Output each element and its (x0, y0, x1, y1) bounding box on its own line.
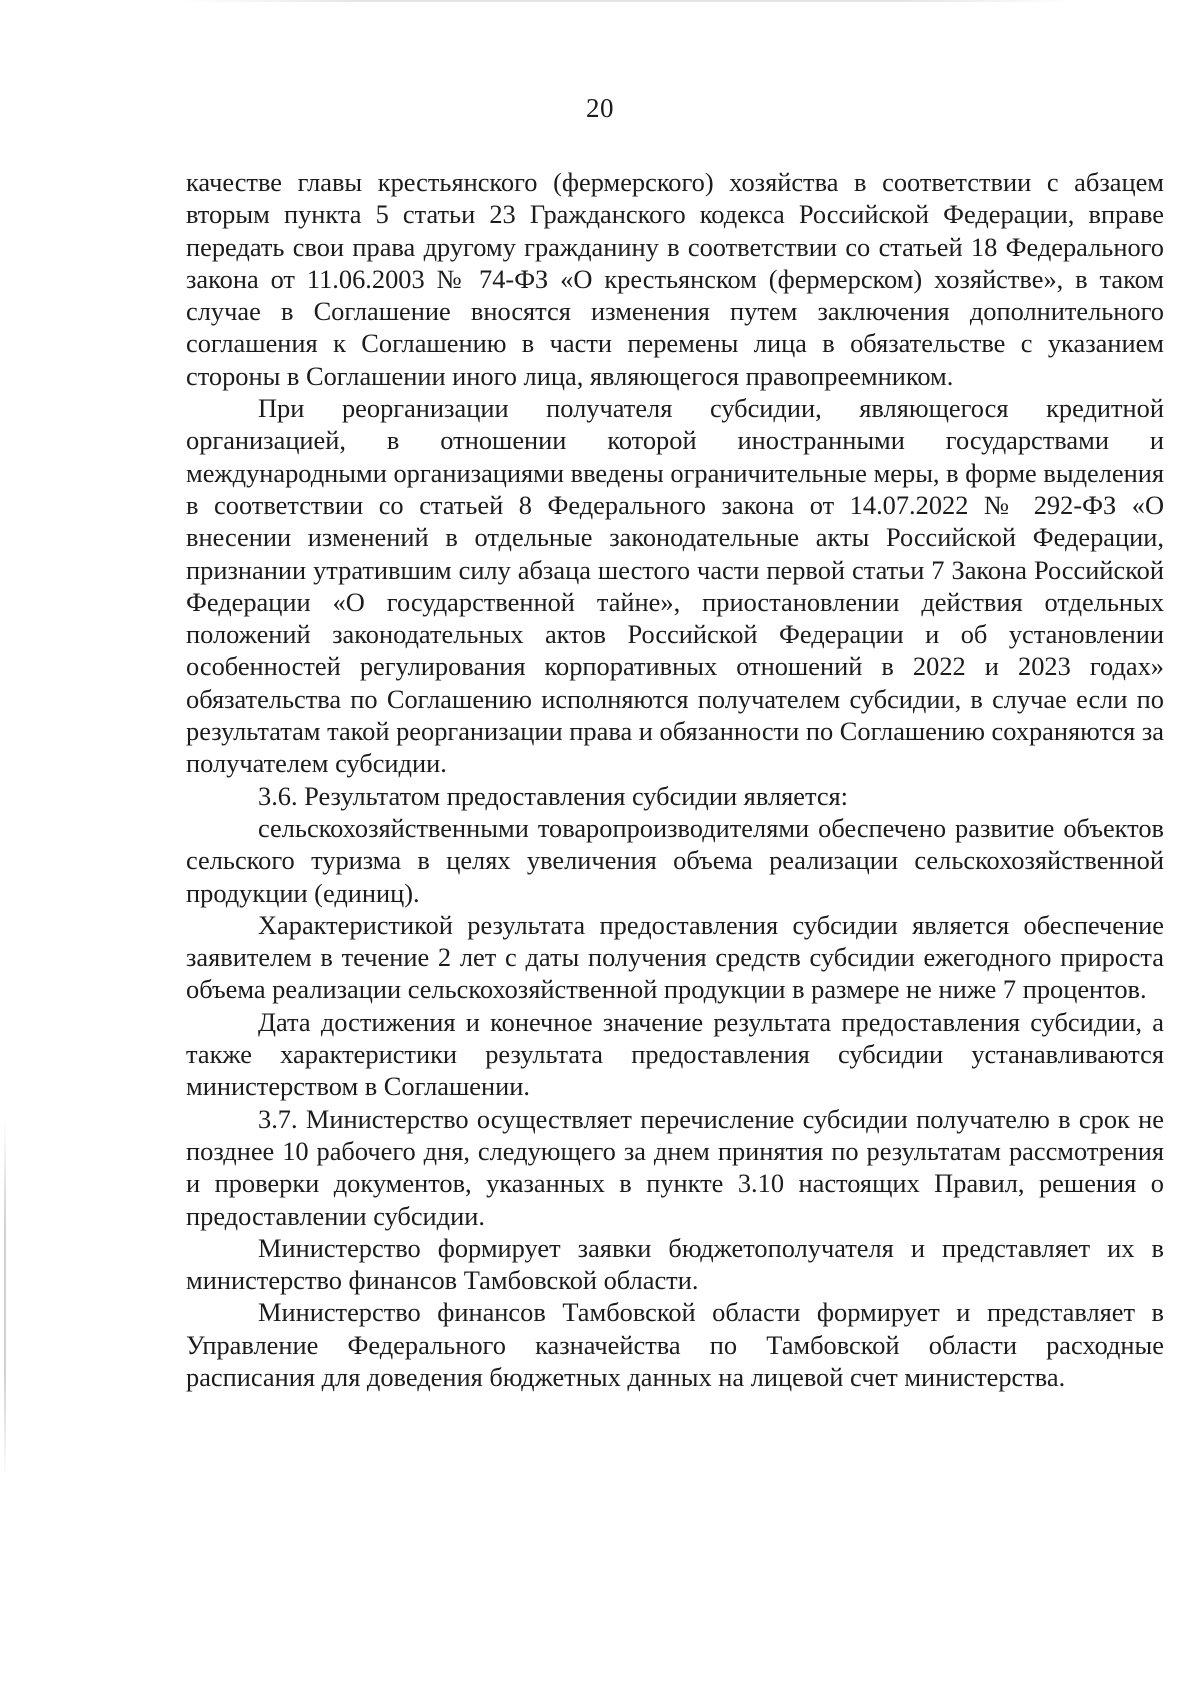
document-body (186, 166, 1164, 1393)
scan-edge-left (4, 1120, 6, 1480)
page-number: 20 (586, 93, 614, 123)
scan-edge-top (180, 0, 1080, 2)
paragraph-finance-ministry: Министерство финансов Тамбовской области формирует и представляет в Управление Федерального казначейства по Тамбовской области расходные расписания для доведения бюджетных данных на лицевой счет министерства. (186, 1297, 1164, 1392)
paragraph-reorganization: При реорганизации получателя субсидии, являющегося кредитной организацией, в отношении которой иностранными государствами и международными организациями введены ограничительные меры, в форме выделения в соответствии со статьей 8 Федерального закона от 14.07.2022 № 292-ФЗ «О внесении изменений в отдельные законодательные акты Российской Федерации, признании утратившим силу абзаца шестого части первой статьи 7 Закона Российской Федерации «О государственной тайне», приостановлении действия отдельных положений законодательных актов Российской Федерации и об установлении особенностей регулирования корпоративных отношений в 2022 и 2023 годах» обязательства по Соглашению исполняются получателем субсидии, в случае если по результатам такой реорганизации права и обязанности по Соглашению сохраняются за получателем субсидии. (186, 393, 1164, 779)
paragraph-continuation: качестве главы крестьянского (фермерского) хозяйства в соответствии с абзацем вторым пункта 5 статьи 23 Гражданского кодекса Российской Федерации, вправе передать свои права другому гражданину в соответствии со статьей 18 Федерального закона от 11.06.2003 № 74-ФЗ «О крестьянском (фермерском) хозяйстве», в таком случае в Соглашение вносятся изменения путем заключения дополнительного соглашения к Соглашению в части перемены лица в обязательстве с указанием стороны в Соглашении иного лица, являющегося правопреемником. (186, 167, 1164, 391)
paragraph-result-description: сельскохозяйственными товаропроизводителями обеспечено развитие объектов сельского туризма в целях увеличения объема реализации сельскохозяйственной продукции (единиц). (186, 812, 1164, 908)
paragraph-section-3-7: 3.7. Министерство осуществляет перечисление субсидии получателю в срок не позднее 10 рабочего дня, следующего за днем принятия по результатам рассмотрения и проверки документов, указанных в пункте 3.10 настоящих Правил, решения о предоставлении субсидии. (186, 1103, 1164, 1231)
paragraph-budget-requests: Министерство формирует заявки бюджетополучателя и представляет их в министерство финансов Тамбовской области. (186, 1232, 1164, 1296)
paragraph-result-characteristic: Характеристикой результата предоставления субсидии является обеспечение заявителем в течение 2 лет с даты получения средств субсидии ежегодного прироста объема реализации сельскохозяйственной продукции в размере не ниже 7 процентов. (186, 909, 1164, 1005)
paragraph-result-date: Дата достижения и конечное значение результата предоставления субсидии, а также характеристики результата предоставления субсидии устанавливаются министерством в Соглашении. (186, 1006, 1164, 1102)
paragraph-section-3-6: 3.6. Результатом предоставления субсидии является: (258, 780, 848, 811)
